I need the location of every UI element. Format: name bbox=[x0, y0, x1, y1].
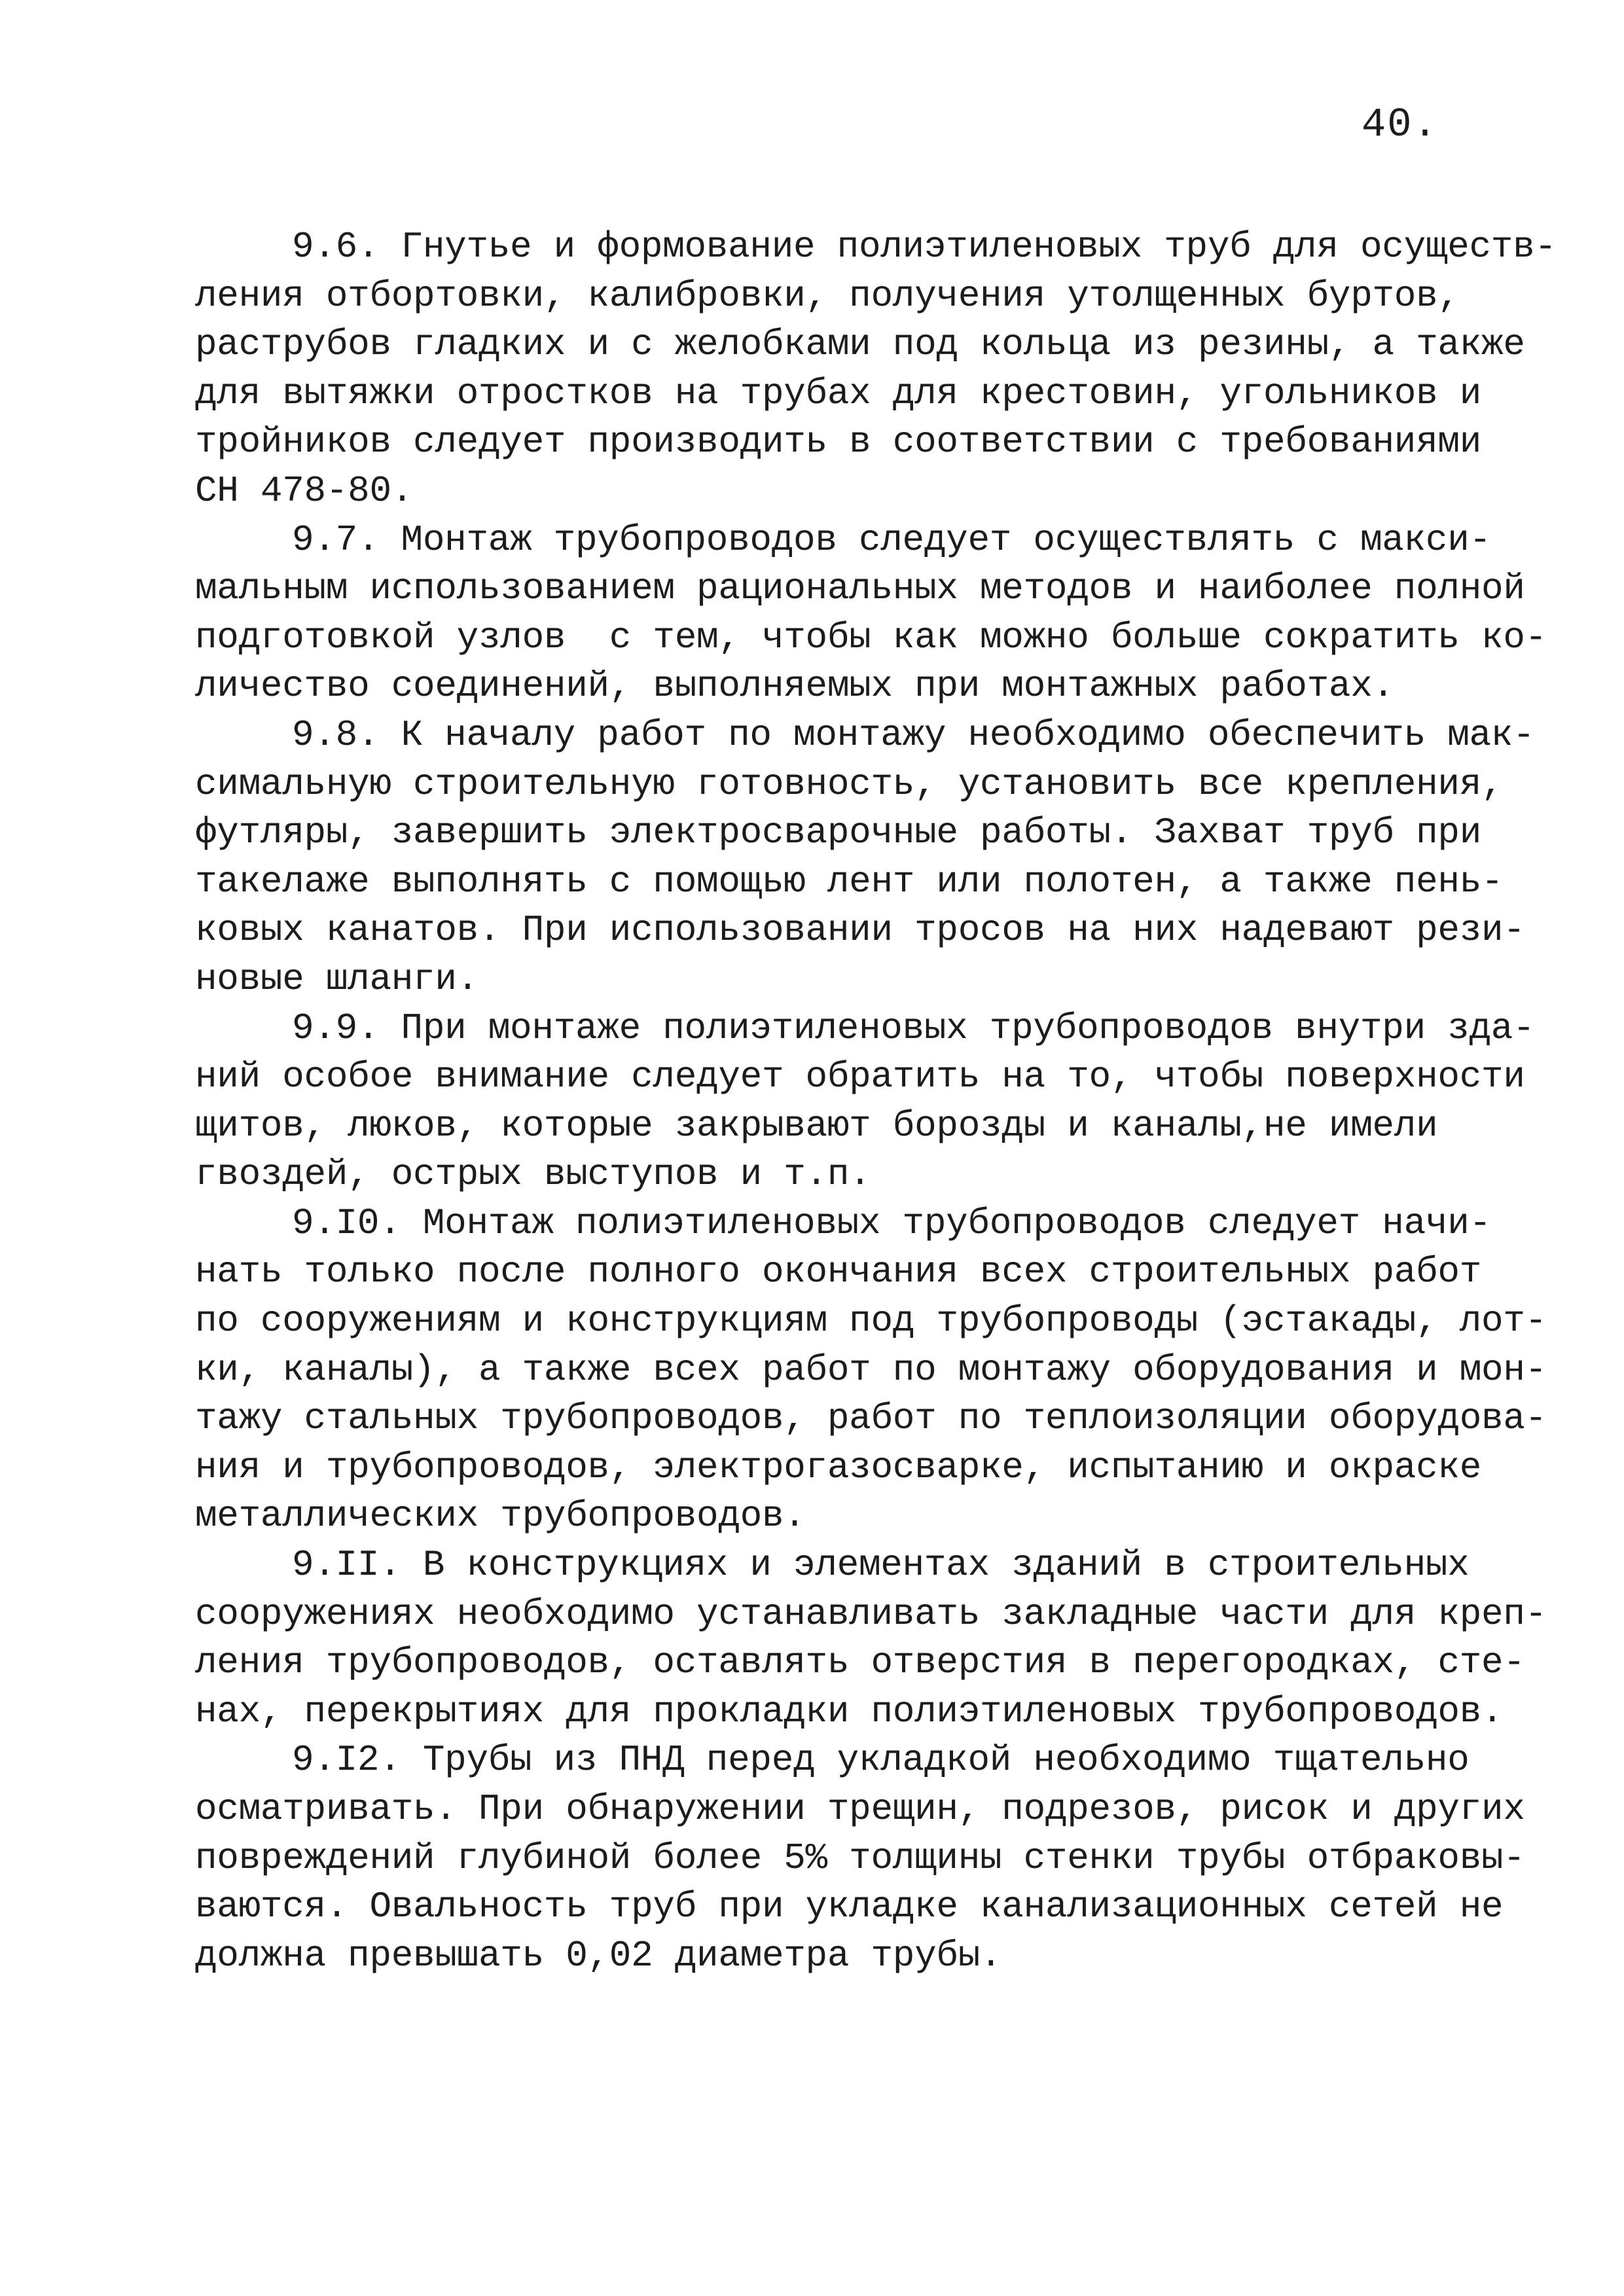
text-line: новые шланги. bbox=[195, 958, 478, 1000]
paragraph-9-9 bbox=[195, 1004, 1535, 1199]
text-line: щитов, люков, которые закрывают борозды и каналы,не имели bbox=[195, 1104, 1438, 1147]
text-line: ления отбортовки, калибровки, получения утолщенных буртов, bbox=[195, 274, 1460, 317]
text-line: повреждений глубиной более 5% толщины стенки трубы отбраковы- bbox=[195, 1837, 1525, 1879]
text-line: 9.7. Монтаж трубопроводов следует осуществлять с макси- bbox=[292, 518, 1491, 561]
text-line: металлических трубопроводов. bbox=[195, 1495, 806, 1537]
document-body bbox=[195, 223, 1557, 1980]
text-line: тройников следует производить в соответствии с требованиями bbox=[195, 421, 1482, 463]
paragraph-9-11 bbox=[195, 1541, 1547, 1736]
page-number: 40. bbox=[1362, 101, 1439, 148]
text-line: должна превышать 0,02 диаметра трубы. bbox=[195, 1934, 1002, 1977]
text-line: по сооружениям и конструкциям под трубопроводы (эстакады, лот- bbox=[195, 1300, 1547, 1342]
text-line: тажу стальных трубопроводов, работ по теплоизоляции оборудова- bbox=[195, 1397, 1547, 1440]
text-line: ления трубопроводов, оставлять отверстия в перегородках, сте- bbox=[195, 1641, 1525, 1684]
text-line: 9.I2. Трубы из ПНД перед укладкой необходимо тщательно bbox=[292, 1739, 1470, 1782]
text-line: такелаже выполнять с помощью лент или полотен, а также пень- bbox=[195, 860, 1504, 903]
text-line: 9.I0. Монтаж полиэтиленовых трубопроводов следует начи- bbox=[292, 1202, 1491, 1244]
paragraph-9-10 bbox=[195, 1199, 1547, 1541]
text-line: СН 478-80. bbox=[195, 469, 414, 512]
text-line: личество соединений, выполняемых при монтажных работах. bbox=[195, 665, 1394, 708]
text-line: гвоздей, острых выступов и т.п. bbox=[195, 1153, 871, 1196]
text-line: подготовкой узлов с тем, чтобы как можно больше сократить ко- bbox=[195, 616, 1547, 658]
text-line: нах, перекрытиях для прокладки полиэтиленовых трубопроводов. bbox=[195, 1690, 1504, 1732]
text-line: ний особое внимание следует обратить на то, чтобы поверхности bbox=[195, 1056, 1525, 1098]
text-line: симальную строительную готовность, установить все крепления, bbox=[195, 762, 1504, 805]
text-line: 9.II. В конструкциях и элементах зданий в строительных bbox=[292, 1544, 1470, 1587]
text-line: раструбов гладких и с желобками под кольца из резины, а также bbox=[195, 323, 1525, 366]
text-line: осматривать. При обнаружении трещин, подрезов, рисок и других bbox=[195, 1788, 1525, 1830]
text-line: 9.8. К началу работ по монтажу необходимо обеспечить мак- bbox=[292, 713, 1535, 756]
text-line: 9.6. Гнутье и формование полиэтиленовых труб для осуществ- bbox=[292, 226, 1557, 268]
text-line: ваются. Овальность труб при укладке канализационных сетей не bbox=[195, 1886, 1504, 1928]
text-line: ки, каналы), а также всех работ по монтажу оборудования и мон- bbox=[195, 1348, 1547, 1391]
text-line: ковых канатов. При использовании тросов на них надевают рези- bbox=[195, 909, 1525, 952]
paragraph-9-6 bbox=[195, 223, 1557, 516]
text-line: сооружениях необходимо устанавливать закладные части для креп- bbox=[195, 1592, 1547, 1635]
paragraph-9-12 bbox=[195, 1736, 1525, 1980]
paragraph-9-7 bbox=[195, 516, 1547, 711]
text-line: 9.9. При монтаже полиэтиленовых трубопроводов внутри зда- bbox=[292, 1007, 1535, 1049]
text-line: для вытяжки отростков на трубах для крестовин, угольников и bbox=[195, 372, 1482, 414]
text-line: нать только после полного окончания всех строительных работ bbox=[195, 1251, 1482, 1293]
paragraph-9-8 bbox=[195, 711, 1535, 1004]
text-line: ния и трубопроводов, электрогазосварке, испытанию и окраске bbox=[195, 1446, 1482, 1488]
text-line: футляры, завершить электросварочные работы. Захват труб при bbox=[195, 812, 1482, 854]
text-line: мальным использованием рациональных методов и наиболее полной bbox=[195, 567, 1525, 610]
